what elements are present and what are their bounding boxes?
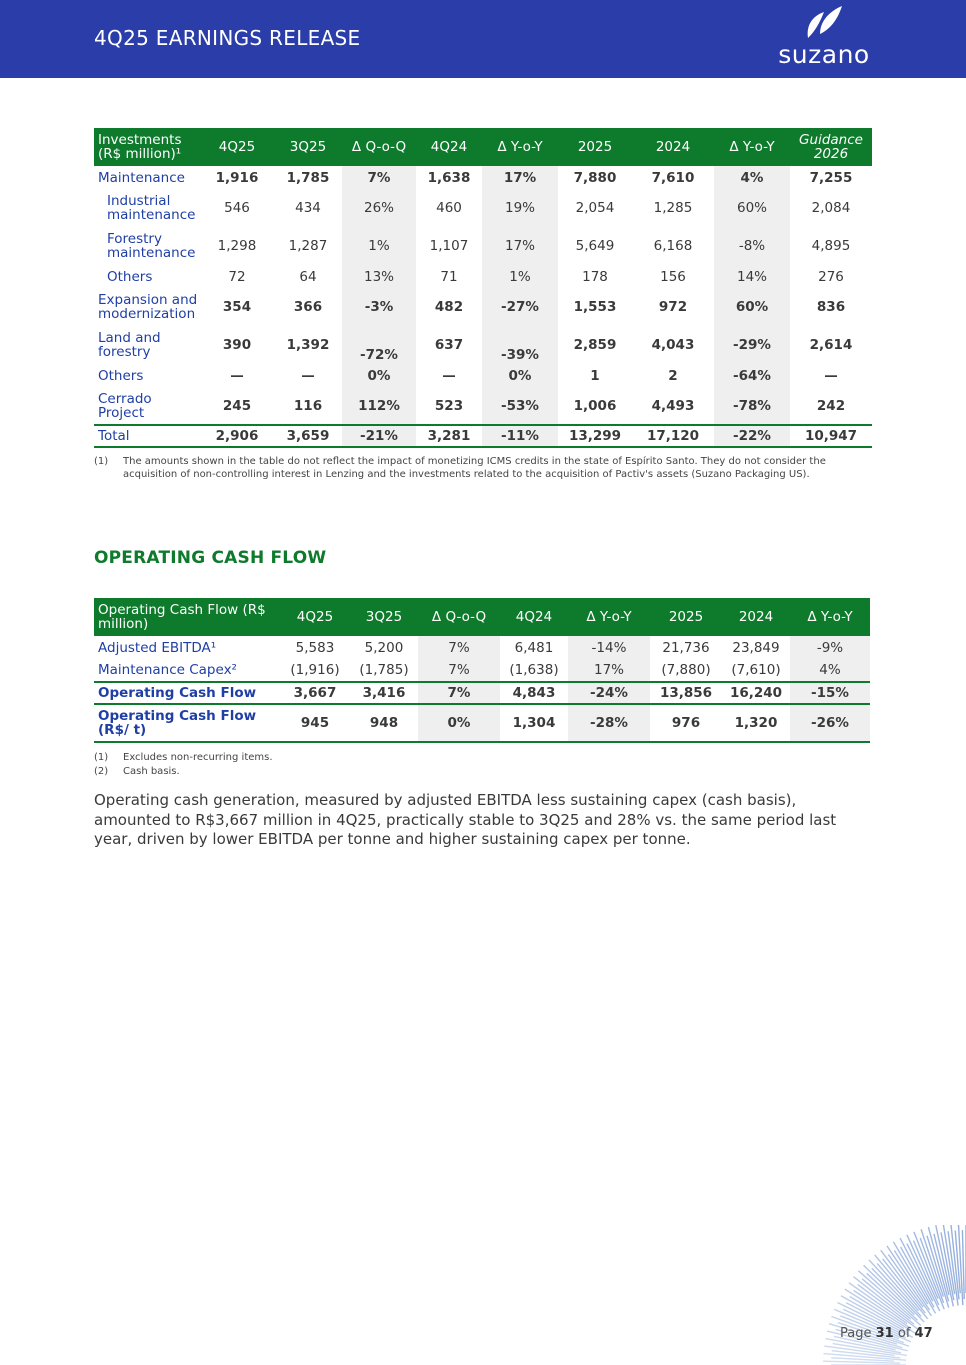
cell: 523 bbox=[434, 397, 464, 414]
column-header: Operating Cash Flow (R$ million) bbox=[94, 598, 280, 636]
cell: 7,610 bbox=[651, 169, 695, 186]
cell: — bbox=[442, 367, 456, 384]
cell: 60% bbox=[714, 288, 790, 326]
cell: 836 bbox=[816, 299, 846, 315]
table-header-row bbox=[94, 598, 870, 636]
cell: 13,856 bbox=[650, 682, 722, 704]
column-header-guidance: Guidance 2026 bbox=[790, 128, 872, 166]
cell: 17% bbox=[482, 166, 558, 189]
row-label: Maintenance Capex² bbox=[98, 662, 237, 678]
cell: -22% bbox=[714, 425, 790, 447]
cell: 156 bbox=[660, 268, 686, 285]
cell: -15% bbox=[790, 682, 870, 704]
cell: -26% bbox=[790, 704, 870, 742]
table-row bbox=[94, 636, 870, 659]
cell: 112% bbox=[342, 387, 416, 425]
cell: 2,084 bbox=[811, 200, 851, 216]
table-row bbox=[94, 227, 872, 265]
ocf-footnote bbox=[94, 751, 494, 764]
cell: 482 bbox=[434, 299, 464, 315]
cell: 5,583 bbox=[295, 639, 335, 656]
cell: 1,392 bbox=[286, 337, 330, 353]
cell: 1,287 bbox=[288, 238, 328, 254]
cell: 7% bbox=[342, 166, 416, 189]
cell: 2,906 bbox=[200, 425, 274, 447]
cell: — bbox=[301, 367, 315, 384]
cell: 2,614 bbox=[809, 337, 853, 353]
cell: 0% bbox=[482, 364, 558, 387]
table-row bbox=[94, 166, 872, 189]
row-label: Adjusted EBITDA¹ bbox=[98, 639, 217, 656]
section-title: OPERATING CASH FLOW bbox=[94, 548, 327, 568]
cell: 276 bbox=[818, 268, 844, 285]
cell: 7,255 bbox=[809, 169, 853, 186]
cell: 242 bbox=[816, 397, 846, 414]
cell: 390 bbox=[222, 337, 252, 353]
table-row bbox=[94, 659, 870, 682]
cell: 1,320 bbox=[722, 704, 790, 742]
cell: 23,849 bbox=[732, 639, 780, 656]
cell: 1,785 bbox=[286, 169, 330, 186]
column-header: 4Q24 bbox=[500, 598, 568, 636]
cell: 948 bbox=[350, 704, 418, 742]
table-total-row bbox=[94, 682, 870, 704]
cell: 21,736 bbox=[662, 639, 710, 656]
cell: 7% bbox=[418, 682, 500, 704]
cell: 14% bbox=[714, 265, 790, 288]
cell: 0% bbox=[418, 704, 500, 742]
cell: 945 bbox=[280, 704, 350, 742]
table-total-row bbox=[94, 425, 872, 447]
footnote-text: Cash basis. bbox=[123, 766, 180, 777]
cell: 116 bbox=[293, 397, 323, 414]
cell: 178 bbox=[582, 268, 608, 285]
cell: 72 bbox=[228, 268, 246, 285]
cell: 6,168 bbox=[653, 238, 693, 254]
column-header: 4Q25 bbox=[280, 598, 350, 636]
cell: -24% bbox=[568, 682, 650, 704]
cell: 972 bbox=[658, 299, 688, 315]
investments-table bbox=[94, 128, 872, 448]
cell: 7,880 bbox=[573, 169, 617, 186]
cell: 3,659 bbox=[274, 425, 342, 447]
cell: 64 bbox=[299, 268, 317, 285]
footnote-number: (1) bbox=[94, 752, 109, 763]
cell: 4% bbox=[714, 166, 790, 189]
decor-ray bbox=[962, 1230, 964, 1299]
cell: 10,947 bbox=[790, 425, 872, 447]
column-header: 2024 bbox=[632, 128, 714, 166]
cell: -21% bbox=[342, 425, 416, 447]
column-header: 2025 bbox=[558, 128, 632, 166]
row-label: Industrial maintenance bbox=[107, 193, 196, 223]
cell: 1,285 bbox=[653, 200, 693, 216]
cell: 17,120 bbox=[632, 425, 714, 447]
cell: 2 bbox=[668, 367, 678, 384]
cell: 366 bbox=[293, 299, 323, 315]
cell: 7% bbox=[418, 636, 500, 659]
cell: 1,553 bbox=[573, 299, 617, 315]
row-label: Total bbox=[94, 425, 200, 447]
table-header-row bbox=[94, 128, 872, 166]
row-label: Maintenance bbox=[98, 169, 185, 186]
column-header: Investments (R$ million)¹ bbox=[94, 128, 200, 166]
cell: -78% bbox=[714, 387, 790, 425]
cell: 1,006 bbox=[573, 397, 617, 414]
cell: 976 bbox=[650, 704, 722, 742]
cell: -39% bbox=[482, 326, 558, 364]
cell: 4,493 bbox=[651, 397, 695, 414]
row-label: Others bbox=[107, 268, 153, 285]
cell: 3,667 bbox=[280, 682, 350, 704]
column-header: 4Q25 bbox=[200, 128, 274, 166]
row-label: Expansion and modernization bbox=[98, 292, 198, 322]
ocf-footnote bbox=[94, 765, 494, 778]
page-separator: of bbox=[897, 1326, 911, 1341]
cell: 546 bbox=[224, 200, 250, 216]
cell: 1% bbox=[342, 227, 416, 265]
cell: (7,610) bbox=[731, 662, 781, 678]
cell: 26% bbox=[342, 189, 416, 227]
table-row bbox=[94, 265, 872, 288]
cell: -29% bbox=[714, 326, 790, 364]
cell: -11% bbox=[482, 425, 558, 447]
cell: 5,200 bbox=[364, 639, 404, 656]
cell: 460 bbox=[436, 200, 462, 216]
cell: (1,638) bbox=[509, 662, 559, 678]
cell: -14% bbox=[568, 636, 650, 659]
cell: (1,916) bbox=[290, 662, 340, 678]
cell: 1% bbox=[482, 265, 558, 288]
row-label: Others bbox=[98, 367, 144, 384]
cell: -53% bbox=[482, 387, 558, 425]
cell: 1,298 bbox=[217, 238, 257, 254]
column-header: Δ Q-o-Q bbox=[342, 128, 416, 166]
footnote-text: Excludes non-recurring items. bbox=[123, 752, 273, 763]
cell: 4,843 bbox=[500, 682, 568, 704]
leaf-logo-icon bbox=[804, 4, 844, 40]
column-header: 3Q25 bbox=[350, 598, 418, 636]
operating-cash-flow-table bbox=[94, 598, 870, 743]
logo-wordmark: suzano bbox=[778, 40, 870, 69]
column-header: 3Q25 bbox=[274, 128, 342, 166]
cell: 13,299 bbox=[558, 425, 632, 447]
cell: 7% bbox=[418, 659, 500, 682]
table-row bbox=[94, 288, 872, 326]
cell: 4% bbox=[790, 659, 870, 682]
cell: 5,649 bbox=[575, 238, 615, 254]
column-header: 2024 bbox=[722, 598, 790, 636]
cell: (1,785) bbox=[359, 662, 409, 678]
suzano-logo bbox=[772, 4, 882, 70]
column-header: 2025 bbox=[650, 598, 722, 636]
cell: 1,107 bbox=[429, 238, 469, 254]
column-header: Δ Y-o-Y bbox=[790, 598, 870, 636]
cell: -3% bbox=[342, 288, 416, 326]
cell: -64% bbox=[714, 364, 790, 387]
decor-ray bbox=[869, 1260, 921, 1317]
table-total-row bbox=[94, 704, 870, 742]
page-number bbox=[840, 1326, 933, 1341]
row-label: Forestry maintenance bbox=[107, 231, 196, 261]
cell: -28% bbox=[568, 704, 650, 742]
cell: 17% bbox=[482, 227, 558, 265]
cell: 17% bbox=[568, 659, 650, 682]
cell: 1,304 bbox=[500, 704, 568, 742]
cell: 1,638 bbox=[427, 169, 471, 186]
cell: 637 bbox=[434, 337, 464, 353]
cell: 4,043 bbox=[651, 337, 695, 353]
cell: 434 bbox=[295, 200, 321, 216]
table-row bbox=[94, 387, 872, 425]
cell: 6,481 bbox=[514, 639, 554, 656]
cell: 2,859 bbox=[573, 337, 617, 353]
cell: 60% bbox=[714, 189, 790, 227]
cell: 1 bbox=[590, 367, 600, 384]
header-band bbox=[0, 0, 966, 78]
row-label: Operating Cash Flow (R$/ t) bbox=[94, 704, 280, 742]
table-row bbox=[94, 326, 872, 364]
column-header: Δ Y-o-Y bbox=[714, 128, 790, 166]
cell: 19% bbox=[482, 189, 558, 227]
cell: 245 bbox=[222, 397, 252, 414]
report-title: 4Q25 EARNINGS RELEASE bbox=[94, 26, 361, 50]
cell: 0% bbox=[342, 364, 416, 387]
footnote-text: The amounts shown in the table do not reflect the impact of monetizing ICMS credits in the state of Espírito Santo. They do not consider the acquisition of non-controlling interest in Lenzing and the investments related to the acquisition of Pactiv's assets (Suzano Packaging US). bbox=[123, 456, 826, 480]
column-header: Δ Y-o-Y bbox=[482, 128, 558, 166]
investments-footnote bbox=[94, 455, 874, 483]
cell: -72% bbox=[342, 326, 416, 364]
cell: 3,281 bbox=[416, 425, 482, 447]
footnote-number: (1) bbox=[94, 456, 109, 467]
cell: 16,240 bbox=[722, 682, 790, 704]
column-header: Δ Y-o-Y bbox=[568, 598, 650, 636]
column-header: 4Q24 bbox=[416, 128, 482, 166]
cell: 354 bbox=[222, 299, 252, 315]
table-row bbox=[94, 189, 872, 227]
page-current: 31 bbox=[875, 1326, 894, 1341]
cell: — bbox=[230, 367, 244, 384]
cell: -9% bbox=[790, 636, 870, 659]
cell: (7,880) bbox=[661, 662, 711, 678]
page-prefix: Page bbox=[840, 1326, 872, 1341]
cell: 1,916 bbox=[215, 169, 259, 186]
cell: -8% bbox=[714, 227, 790, 265]
cell: 13% bbox=[342, 265, 416, 288]
cell: -27% bbox=[482, 288, 558, 326]
row-label: Cerrado Project bbox=[98, 390, 152, 421]
body-paragraph: Operating cash generation, measured by adjusted EBITDA less sustaining capex (cash basis), amounted to R$3,667 million in 4Q25, practically stable to 3Q25 and 28% vs. the same period last year, driven by lower EBITDA per tonne and higher sustaining capex per tonne. bbox=[94, 791, 837, 848]
cell: 2,054 bbox=[575, 200, 615, 216]
radial-lines-decoration-icon bbox=[765, 1225, 966, 1365]
cell: 4,895 bbox=[811, 238, 851, 254]
cell: 71 bbox=[440, 268, 458, 285]
cell: — bbox=[824, 367, 838, 384]
row-label: Land and forestry bbox=[98, 330, 161, 360]
table-row bbox=[94, 364, 872, 387]
column-header: Δ Q-o-Q bbox=[418, 598, 500, 636]
footnote-number: (2) bbox=[94, 766, 109, 777]
page-total: 47 bbox=[914, 1326, 933, 1341]
cell: 3,416 bbox=[350, 682, 418, 704]
row-label: Operating Cash Flow bbox=[94, 682, 280, 704]
